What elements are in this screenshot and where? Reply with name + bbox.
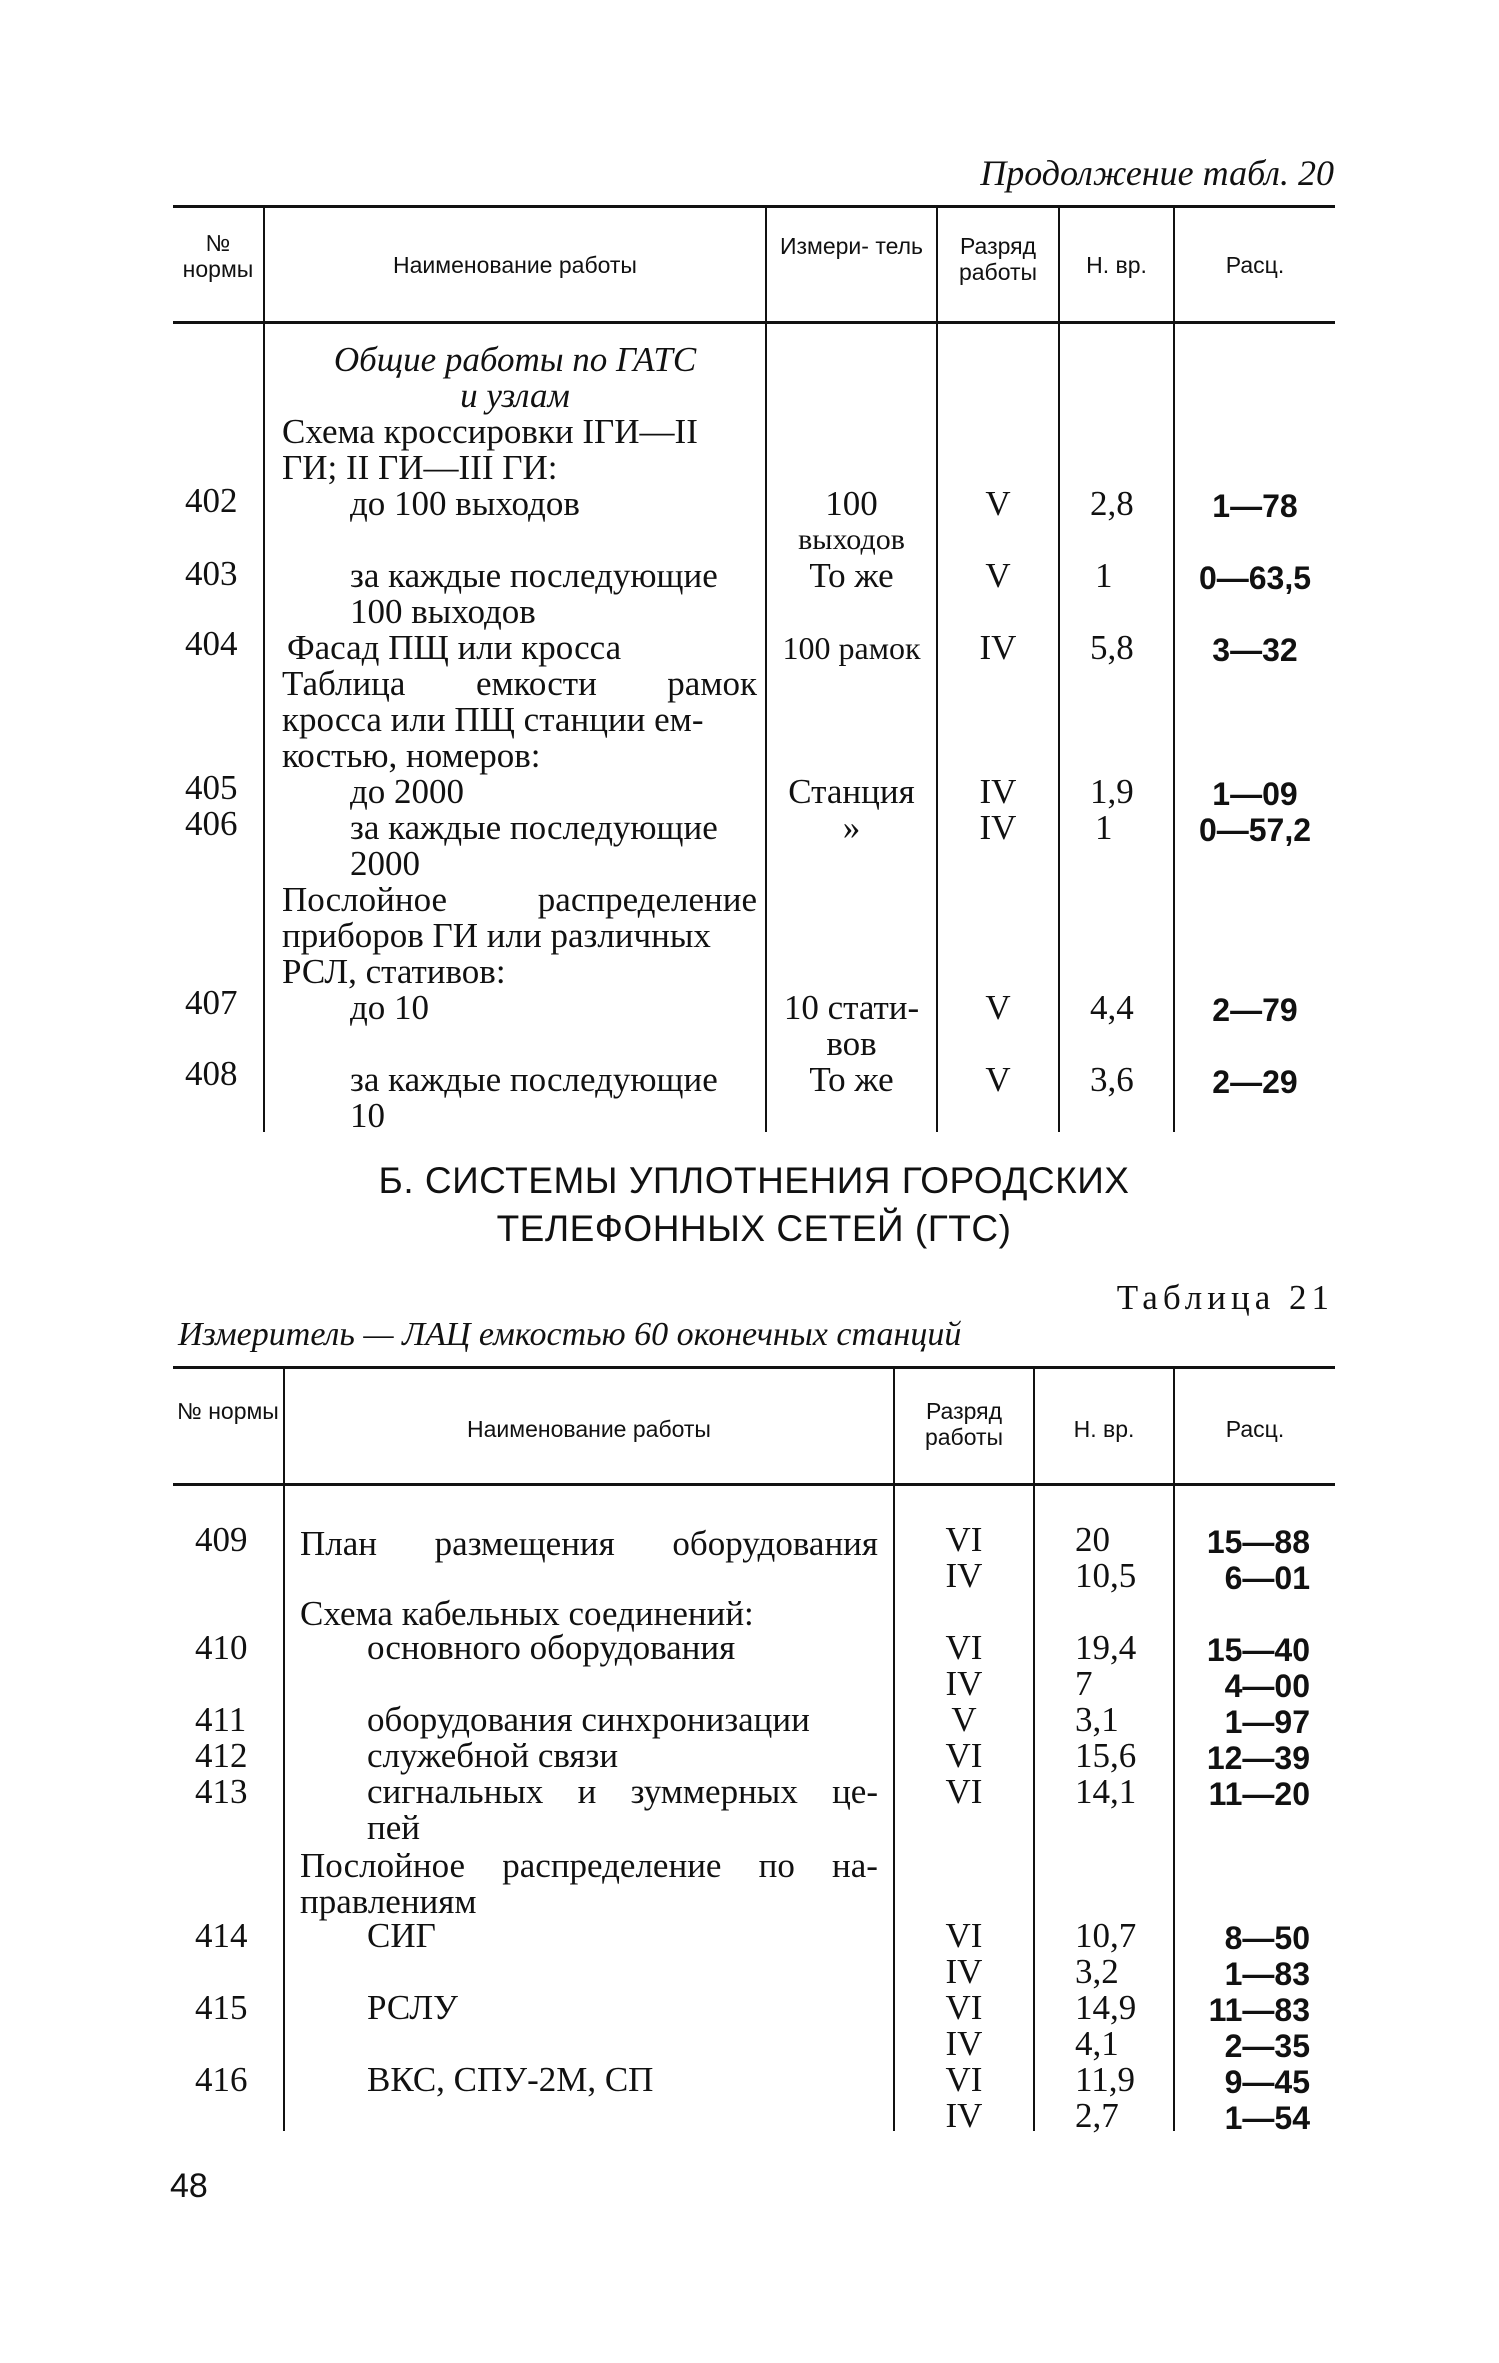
t21-time: 15,6 bbox=[1075, 1736, 1137, 1775]
table-row: Фасад ПЩ или кросса bbox=[287, 628, 622, 667]
continuation-label: Продолжение табл. 20 bbox=[980, 153, 1334, 193]
t20-measure: выходов bbox=[798, 523, 905, 556]
t21-time: 14,9 bbox=[1075, 1988, 1137, 2027]
t20-grade: V bbox=[985, 988, 1011, 1027]
t20-header-grade: Разряд работы bbox=[958, 233, 1038, 285]
list-item: костью, номеров: bbox=[282, 736, 541, 775]
t21-time: 7 bbox=[1075, 1664, 1093, 1703]
table-row: до 2000 bbox=[350, 772, 465, 811]
t20-measure: 100 bbox=[825, 484, 878, 523]
t21-time: 14,1 bbox=[1075, 1772, 1137, 1811]
t21-grade: IV bbox=[945, 1664, 983, 1703]
t20-time: 1 bbox=[1095, 556, 1113, 595]
t21-norm-412: 412 bbox=[195, 1736, 248, 1775]
t20-measure: То же bbox=[809, 556, 894, 595]
table-row: 10 bbox=[350, 1096, 385, 1135]
t20-grade: V bbox=[985, 484, 1011, 523]
table-row: РСЛУ bbox=[367, 1988, 458, 2027]
t21-rate: 15—40 bbox=[1206, 1632, 1310, 1668]
t21-norm-416: 416 bbox=[195, 2060, 248, 2099]
t20-rate: 2—79 bbox=[1212, 992, 1298, 1028]
t21-grade: VI bbox=[945, 2060, 983, 2099]
t20-norm-402: 402 bbox=[185, 481, 238, 520]
t20-grade: IV bbox=[979, 628, 1017, 667]
list-item: РСЛ, стативов: bbox=[282, 952, 506, 991]
t20-time: 5,8 bbox=[1090, 628, 1134, 667]
t21-grade: VI bbox=[945, 1628, 983, 1667]
t21-rate: 1—54 bbox=[1224, 2100, 1310, 2136]
t21-time: 3,2 bbox=[1075, 1952, 1119, 1991]
list-item: правлениям bbox=[300, 1882, 477, 1921]
t21-rate: 11—20 bbox=[1208, 1776, 1310, 1812]
t21-time: 4,1 bbox=[1075, 2024, 1119, 2063]
table-21-label: Таблица 21 bbox=[1116, 1278, 1334, 1317]
table-row: до 10 bbox=[350, 988, 430, 1027]
t21-norm-414: 414 bbox=[195, 1916, 248, 1955]
table-row: основного оборудования bbox=[367, 1628, 736, 1667]
t21-grade: IV bbox=[945, 1556, 983, 1595]
t20-measure: 10 стати- bbox=[783, 988, 920, 1027]
t21-grade: VI bbox=[945, 1736, 983, 1775]
t20-norm-405: 405 bbox=[185, 768, 238, 807]
t20-measure: 100 рамок bbox=[782, 630, 921, 666]
t20-norm-407: 407 bbox=[185, 983, 238, 1022]
t21-header-name: Наименование работы bbox=[467, 1416, 711, 1442]
list-item: ГИ; II ГИ—III ГИ: bbox=[282, 448, 558, 487]
t20-grade: IV bbox=[979, 772, 1017, 811]
section-heading: Б. СИСТЕМЫ УПЛОТНЕНИЯ ГОРОДСКИХ ТЕЛЕФОННЫХ СЕТЕЙ (ГТС) bbox=[378, 1160, 1130, 1249]
t20-norm-408: 408 bbox=[185, 1054, 238, 1093]
t21-norm-415: 415 bbox=[195, 1988, 248, 2027]
t20-grade: V bbox=[985, 556, 1011, 595]
t20-measure: вов bbox=[826, 1024, 877, 1063]
table-row: сигнальных и зуммерных це- bbox=[367, 1772, 878, 1811]
table-row: СИГ bbox=[367, 1916, 436, 1955]
t21-rate: 1—83 bbox=[1224, 1956, 1310, 1992]
t21-time: 3,1 bbox=[1075, 1700, 1119, 1739]
list-item: Схема кабельных соединений: bbox=[300, 1594, 754, 1633]
table-row: за каждые последующие bbox=[350, 556, 718, 595]
table-row: 100 выходов bbox=[350, 592, 536, 631]
t21-rate: 1—97 bbox=[1224, 1704, 1310, 1740]
list-item: кросса или ПЩ станции ем- bbox=[282, 700, 704, 739]
table-row: до 100 выходов bbox=[350, 484, 580, 523]
table-row: оборудования синхронизации bbox=[367, 1700, 810, 1739]
t20-norm-404: 404 bbox=[185, 624, 238, 663]
table-row: служебной связи bbox=[367, 1736, 619, 1775]
t20-time: 4,4 bbox=[1090, 988, 1134, 1027]
t21-rate: 15—88 bbox=[1206, 1524, 1310, 1560]
t20-header-rate: Расц. bbox=[1225, 252, 1285, 278]
t21-rate: 2—35 bbox=[1224, 2028, 1310, 2064]
t21-grade: IV bbox=[945, 2024, 983, 2063]
t21-header-grade: Разряд работы bbox=[924, 1398, 1004, 1450]
t21-rate: 8—50 bbox=[1224, 1920, 1310, 1956]
t20-header-norm: № нормы bbox=[182, 230, 254, 282]
list-item: приборов ГИ или различных bbox=[282, 916, 711, 955]
t20-norm-403: 403 bbox=[185, 554, 238, 593]
t20-measure: То же bbox=[809, 1060, 894, 1099]
t20-time: 1,9 bbox=[1090, 772, 1134, 811]
t20-rate: 3—32 bbox=[1212, 632, 1298, 668]
table-row: ВКС, СПУ-2М, СП bbox=[367, 2060, 654, 2099]
table-row: 2000 bbox=[350, 844, 420, 883]
page-number: 48 bbox=[170, 2167, 208, 2205]
t21-time: 20 bbox=[1075, 1520, 1110, 1559]
t21-rate: 4—00 bbox=[1224, 1668, 1310, 1704]
t21-grade: VI bbox=[945, 1520, 983, 1559]
t20-time: 2,8 bbox=[1090, 484, 1134, 523]
t21-grade: VI bbox=[945, 1772, 983, 1811]
t21-time: 19,4 bbox=[1075, 1628, 1137, 1667]
t21-time: 10,5 bbox=[1075, 1556, 1137, 1595]
t20-subheading-2: и узлам bbox=[460, 376, 570, 415]
list-item: Послойное распределение bbox=[282, 880, 757, 919]
table-row: за каждые последующие bbox=[350, 1060, 718, 1099]
t21-norm-409: 409 bbox=[195, 1520, 248, 1559]
t21-grade: VI bbox=[945, 1988, 983, 2027]
table-row: План размещения оборудования bbox=[300, 1524, 878, 1563]
table-row: пей bbox=[367, 1808, 420, 1847]
t20-header-time: Н. вр. bbox=[1086, 252, 1147, 278]
t21-grade: IV bbox=[945, 2096, 983, 2135]
t21-time: 11,9 bbox=[1075, 2060, 1135, 2099]
t20-rate: 2—29 bbox=[1212, 1064, 1298, 1100]
t21-norm-411: 411 bbox=[195, 1700, 247, 1739]
t20-rate: 1—78 bbox=[1212, 488, 1298, 524]
t21-header-norm: № нормы bbox=[177, 1398, 279, 1424]
t20-header-measure: Измери- тель bbox=[779, 233, 924, 259]
list-item: Послойное распределение по на- bbox=[300, 1846, 878, 1885]
t20-rate: 1—09 bbox=[1212, 776, 1298, 812]
t21-rate: 6—01 bbox=[1224, 1560, 1310, 1596]
t20-measure: Станция bbox=[788, 772, 915, 811]
t20-grade: V bbox=[985, 1060, 1011, 1099]
list-item: Схема кроссировки IГИ—II bbox=[282, 412, 698, 451]
list-item: Таблица емкости рамок bbox=[282, 664, 757, 703]
t21-norm-413: 413 bbox=[195, 1772, 248, 1811]
t20-subheading: Общие работы по ГАТС bbox=[333, 340, 697, 379]
t21-rate: 12—39 bbox=[1206, 1740, 1310, 1776]
t20-time: 3,6 bbox=[1090, 1060, 1134, 1099]
t21-grade: IV bbox=[945, 1952, 983, 1991]
t20-rate: 0—63,5 bbox=[1198, 560, 1312, 596]
t21-rate: 11—83 bbox=[1208, 1992, 1310, 2028]
t20-measure: » bbox=[842, 808, 861, 847]
t21-grade: VI bbox=[945, 1916, 983, 1955]
t20-rate: 0—57,2 bbox=[1198, 812, 1312, 848]
t21-header-time: Н. вр. bbox=[1073, 1416, 1135, 1442]
t20-grade: IV bbox=[979, 808, 1017, 847]
t20-norm-406: 406 bbox=[185, 804, 238, 843]
t21-time: 10,7 bbox=[1075, 1916, 1137, 1955]
t21-norm-410: 410 bbox=[195, 1628, 248, 1667]
t21-time: 2,7 bbox=[1075, 2096, 1119, 2135]
measure-caption: Измеритель — ЛАЦ емкостью 60 оконечных станций bbox=[178, 1316, 962, 1353]
t21-header-rate: Расц. bbox=[1225, 1416, 1285, 1442]
t21-grade: V bbox=[951, 1700, 977, 1739]
t21-rate: 9—45 bbox=[1224, 2064, 1310, 2100]
t20-time: 1 bbox=[1095, 808, 1113, 847]
t20-header-name: Наименование работы bbox=[393, 252, 637, 278]
table-row: за каждые последующие bbox=[350, 808, 718, 847]
